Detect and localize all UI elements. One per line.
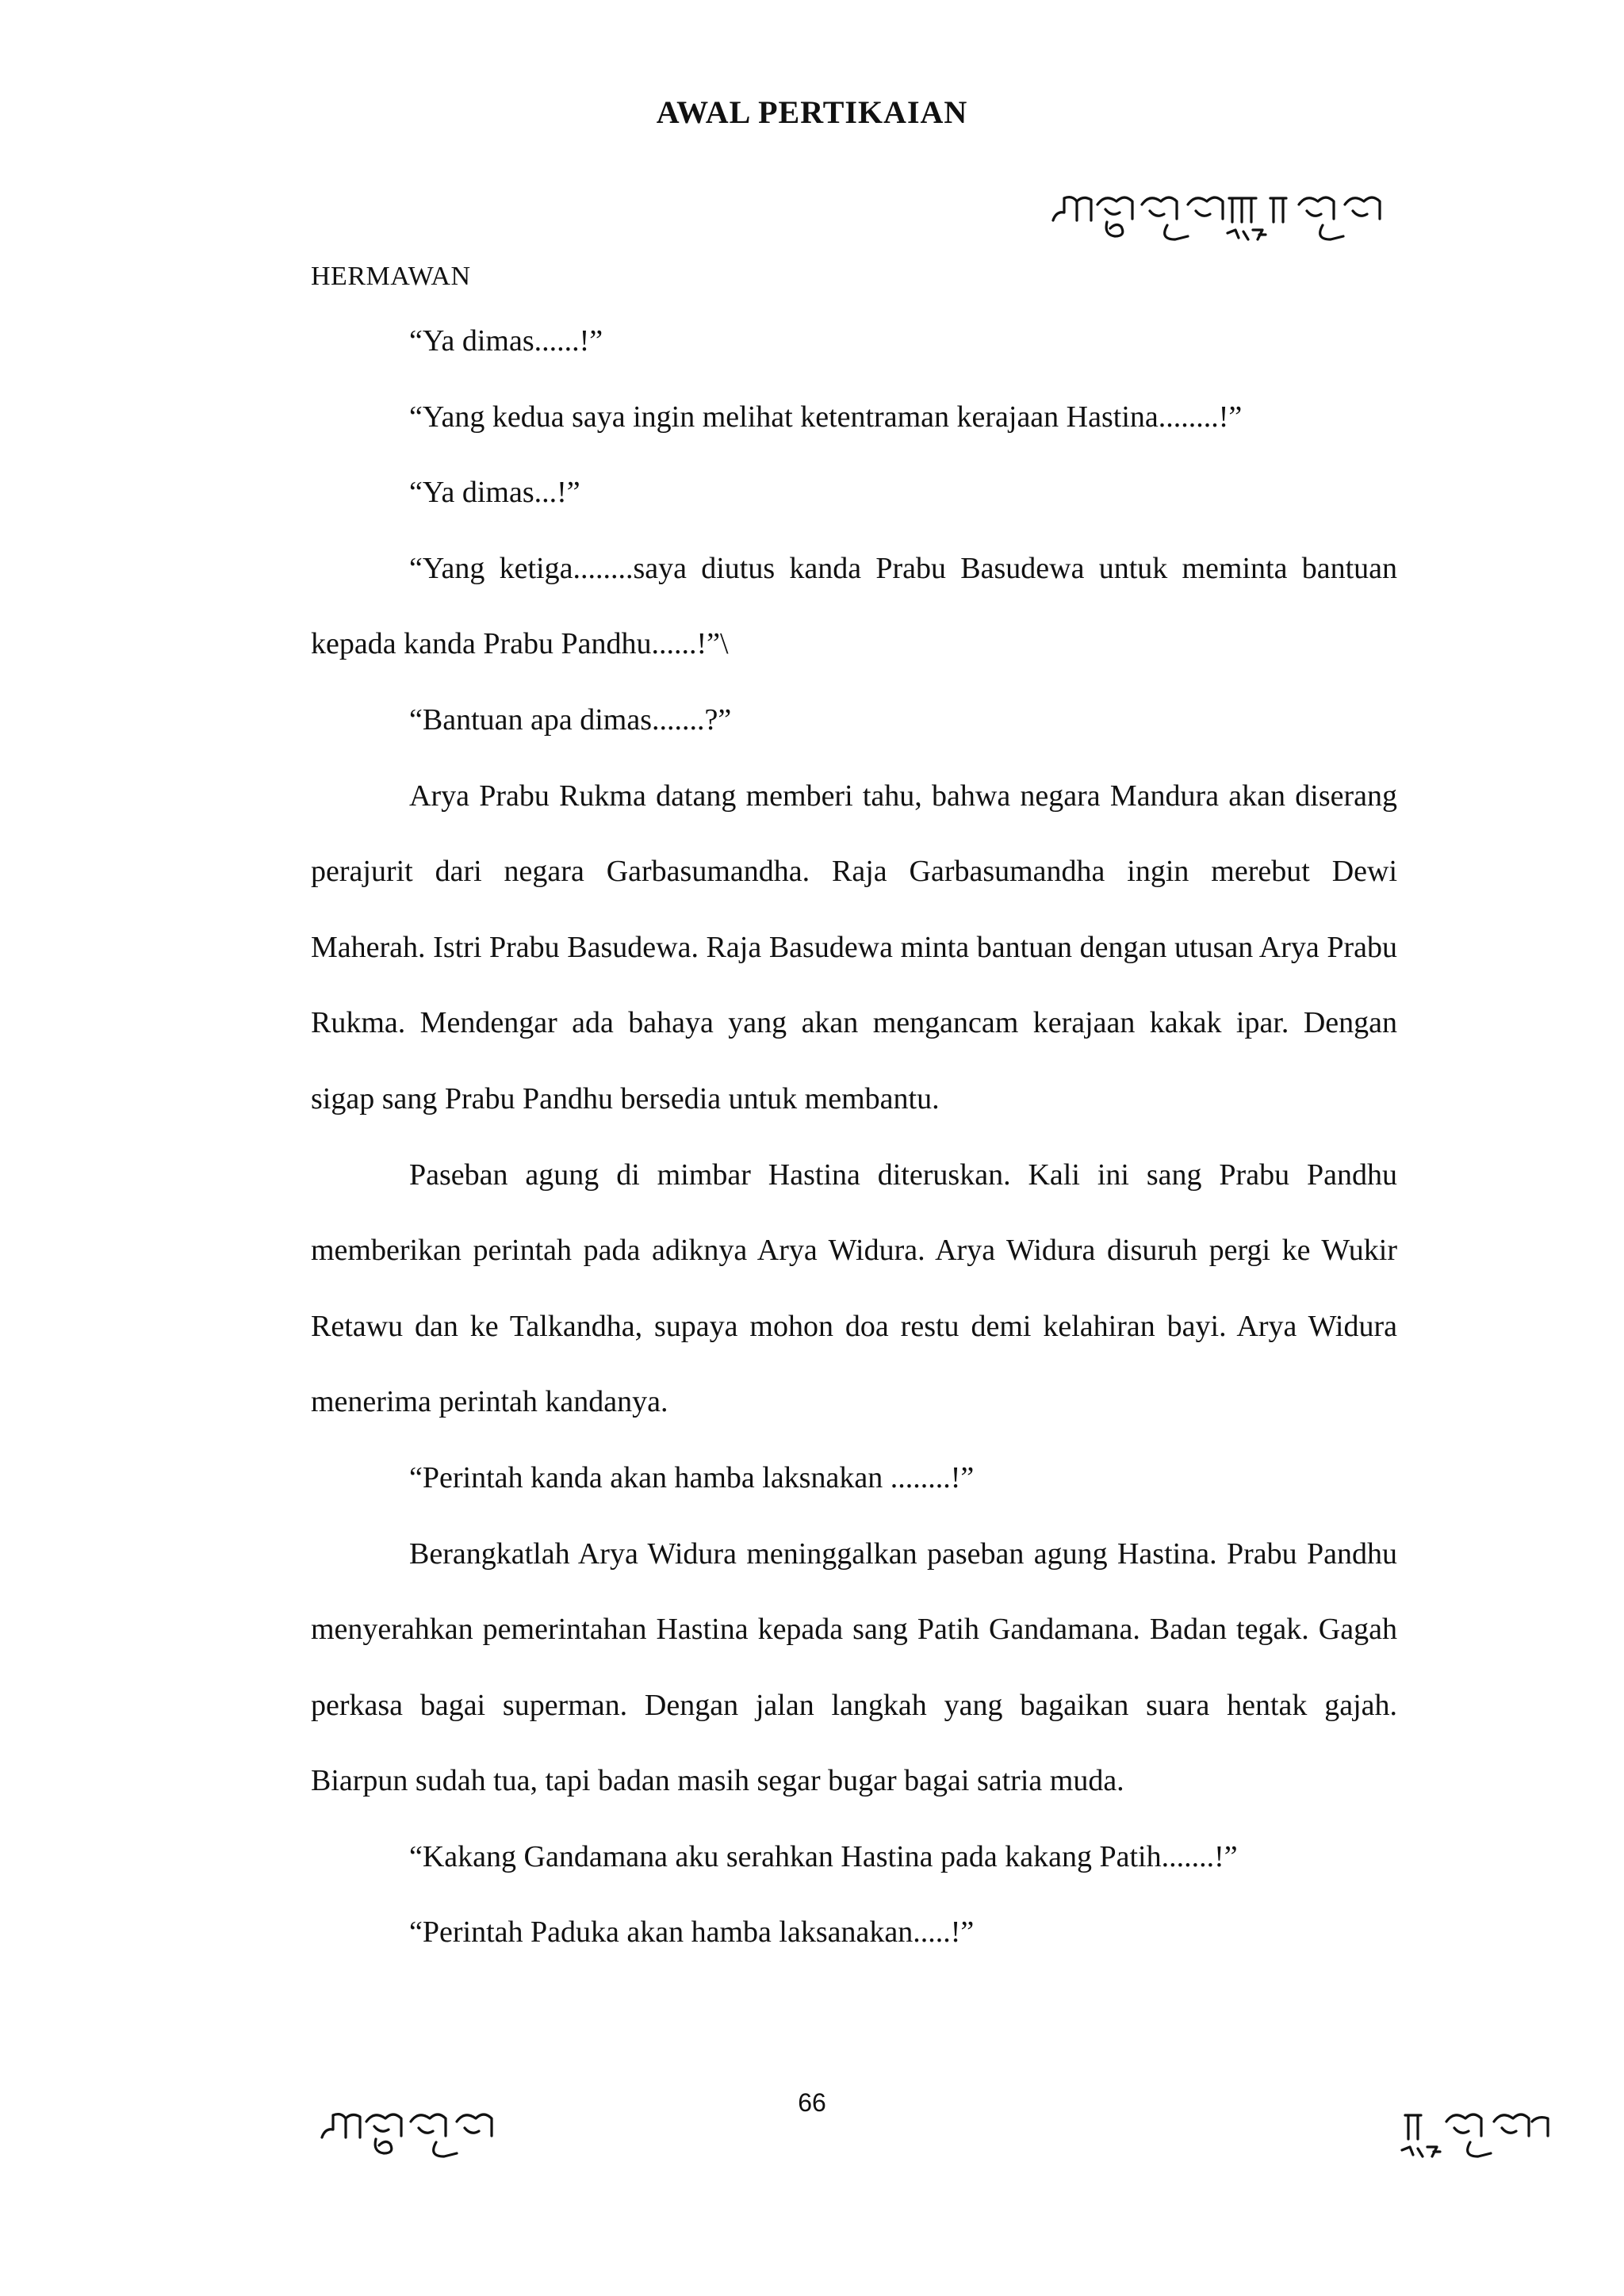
body-text (311, 304, 1397, 1971)
dialogue-line: “Perintah Paduka akan hamba laksanakan.....!” (409, 1915, 975, 1950)
dialogue-line: “Yang kedua saya ingin melihat ketentraman kerajaan Hastina........!” (409, 400, 1243, 434)
dialogue-line: “Ya dimas......!” (409, 324, 603, 358)
dialogue-line: “Kakang Gandamana aku serahkan Hastina pada kakang Patih.......!” (409, 1839, 1238, 1873)
dialogue-line: “Ya dimas...!” (409, 476, 580, 510)
javanese-script-ornament-icon (1048, 181, 1397, 252)
javanese-script-left-icon (317, 2099, 500, 2168)
dialogue-line: “Perintah kanda akan hamba laksnakan ........!” (409, 1460, 975, 1494)
javanese-script-right-icon (1397, 2099, 1556, 2168)
narrative-paragraph: Berangkatlah Arya Widura meninggalkan paseban agung Hastina. Prabu Pandhu menyerahkan pemerintahan Hastina kepada sang Patih Gandamana. Badan tegak. Gagah perkasa bagai superman. Dengan jalan langkah yang bagaikan suara hentak gajah. Biarpun sudah tua, tapi badan masih segar bugar bagai satria muda. (311, 1536, 1397, 1798)
page-title: AWAL PERTIKAIAN (656, 94, 968, 130)
page-number: 66 (798, 2088, 826, 2117)
dialogue-line: “Yang ketiga........saya diutus kanda Prabu Basudewa untuk meminta bantuan kepada kanda Prabu Pandhu......!”\ (311, 551, 1397, 661)
narrative-paragraph: Paseban agung di mimbar Hastina diteruskan. Kali ini sang Prabu Pandhu memberikan perintah pada adiknya Arya Widura. Arya Widura disuruh pergi ke Wukir Retawu dan ke Talkandha, supaya mohon doa restu demi kelahiran bayi. Arya Widura menerima perintah kandanya. (311, 1158, 1397, 1419)
dialogue-line: “Bantuan apa dimas.......?” (409, 702, 732, 737)
speaker-label: HERMAWAN (311, 262, 471, 291)
narrative-paragraph: Arya Prabu Rukma datang memberi tahu, bahwa negara Mandura akan diserang perajurit dari negara Garbasumandha. Raja Garbasumandha ingin merebut Dewi Maherah. Istri Prabu Basudewa. Raja Basudewa minta bantuan dengan utusan Arya Prabu Rukma. Mendengar ada bahaya yang akan mengancam kerajaan kakak ipar. Dengan sigap sang Prabu Pandhu bersedia untuk membantu. (311, 779, 1397, 1115)
